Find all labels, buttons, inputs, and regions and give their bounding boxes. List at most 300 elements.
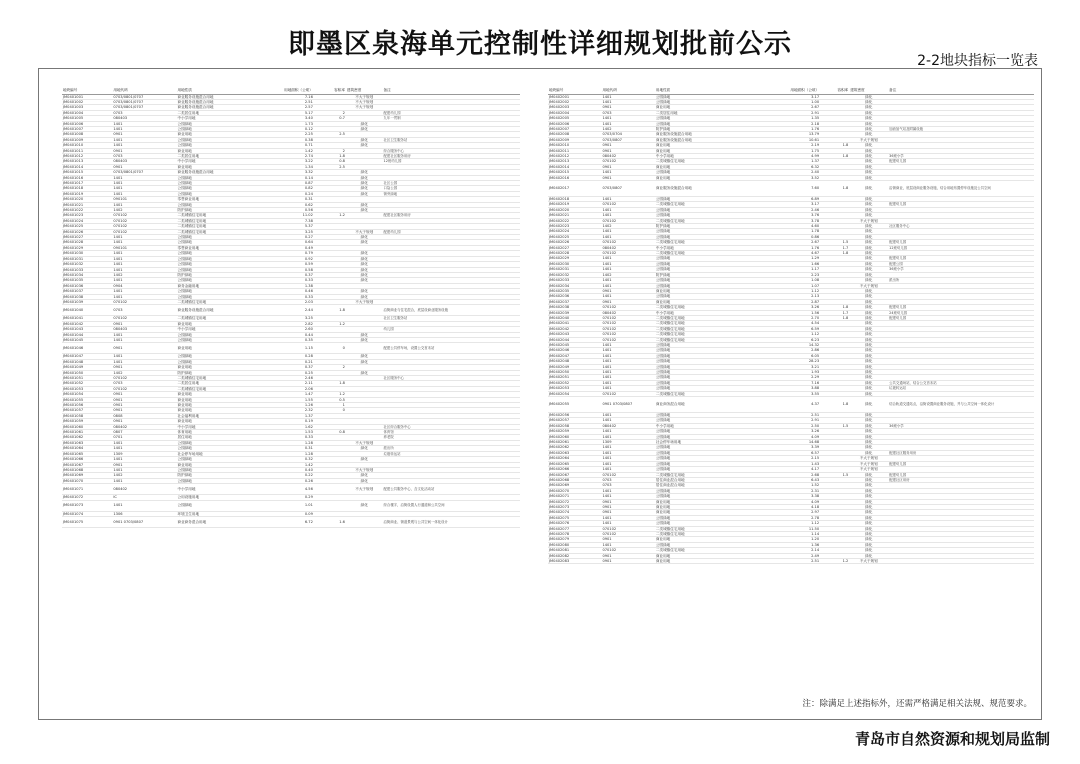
table-cell: 1401	[601, 456, 654, 461]
table-cell: 商业商务混合用地	[176, 516, 268, 527]
table-cell: 绿化	[849, 294, 888, 299]
table-cell: 二类城镇住宅用地	[655, 326, 757, 331]
table-cell: 不大于规划	[849, 283, 888, 288]
table-cell: JM0401072	[62, 495, 112, 500]
table-cell	[346, 343, 383, 354]
table-cell: 公园绿地	[655, 213, 757, 218]
table-cell: JM0402026	[548, 240, 601, 245]
table-cell: 绿化	[849, 234, 888, 239]
table-cell: 0.64	[268, 240, 314, 245]
table-cell: 2.14	[757, 548, 820, 553]
table-cell: 绿化	[849, 245, 888, 250]
table-cell: 1401	[601, 461, 654, 466]
table-cell: 绿化	[346, 473, 383, 478]
table-cell: 1401	[601, 359, 654, 364]
table-cell: 公园绿地	[176, 289, 268, 294]
table-cell: 0.14	[268, 175, 314, 180]
table-cell: 中小学用地	[176, 327, 268, 332]
table-cell: JM0402075	[548, 515, 601, 520]
table-cell: 1.28	[268, 440, 314, 445]
table-cell: 绿化	[346, 235, 383, 240]
table-cell: 1402	[601, 224, 654, 229]
table-cell: 二类城镇住宅用地	[655, 548, 757, 553]
table-cell: 1.42	[268, 462, 314, 467]
table-cell: 公园绿地	[655, 353, 757, 358]
table-cell: 不大于规划	[849, 467, 888, 472]
table-cell: 1.2	[820, 559, 849, 564]
table-cell: 2.57	[268, 105, 314, 110]
table-cell: JM0401020	[62, 197, 112, 202]
table-cell: 绿化	[849, 483, 888, 488]
table-cell: 1401	[112, 294, 176, 299]
table-cell: 4.09	[757, 434, 820, 439]
table-cell: 0901	[601, 510, 654, 515]
table-cell: 1401	[112, 251, 176, 256]
table-cell: 1.08	[757, 278, 820, 283]
table-cell: 口袋公园	[383, 186, 520, 191]
table-cell: 1.37	[268, 413, 314, 418]
table-cell: 1.35	[757, 116, 820, 121]
table-cell: 不大于规划	[346, 229, 383, 234]
table-cell: JM0401051	[62, 376, 112, 381]
table-cell: 公园绿地	[655, 386, 757, 391]
table-cell: 0.22	[268, 473, 314, 478]
table-cell: 配建公园	[888, 261, 1034, 266]
table-cell: 绿化	[849, 213, 888, 218]
table-cell: 1401	[112, 289, 176, 294]
table-cell: 公园绿地	[655, 515, 757, 520]
table-cell: JM0401004	[62, 110, 112, 115]
table-cell: 080402	[601, 310, 654, 315]
table-cell: 1.8	[314, 381, 346, 386]
table-cell: 商业用地	[176, 164, 268, 169]
table-cell: 配建幼儿园	[888, 240, 1034, 245]
table-cell: 配建社区用房	[888, 477, 1034, 482]
table-cell: 1401	[601, 434, 654, 439]
table-cell: 2.5	[314, 132, 346, 137]
table-cell: JM0401005	[62, 116, 112, 121]
table-cell: 绿化	[346, 126, 383, 131]
table-cell: 不大于规划	[849, 218, 888, 223]
table-cell: 0901 0703/0807	[112, 516, 176, 527]
table-cell: 绿化	[849, 337, 888, 342]
table-cell: 绿化	[849, 553, 888, 558]
column-header: 用地代码	[112, 86, 176, 94]
table-cell: 绿化	[849, 342, 888, 347]
table-cell: 公园绿地	[655, 294, 757, 299]
table-cell: 0.8	[314, 159, 346, 164]
table-cell: JM0401022	[62, 208, 112, 213]
table-cell: 绿化	[849, 143, 888, 148]
table-cell: 1.5	[820, 423, 849, 428]
table-cell: JM0401075	[62, 516, 112, 527]
table-cell: 2.23	[757, 272, 820, 277]
table-cell: 1.66	[757, 261, 820, 266]
table-cell: 1.38	[268, 283, 314, 288]
table-cell: 配建社区服务用房	[888, 450, 1034, 455]
table-cell: 0901	[601, 299, 654, 304]
table-cell: 二类居住用地	[176, 110, 268, 115]
table-cell: 2.18	[757, 121, 820, 126]
table-cell: 绿化	[849, 153, 888, 158]
table-cell: 2	[314, 148, 346, 153]
table-cell: 商业用地	[655, 175, 757, 180]
table-cell: 二类城镇住宅用地	[655, 531, 757, 536]
table-cell: JM0402014	[548, 164, 601, 169]
table-cell: 公园绿地	[176, 251, 268, 256]
table-cell: 0901	[601, 537, 654, 542]
table-cell: 3.25	[268, 316, 314, 321]
table-cell: JM0402021	[548, 213, 601, 218]
table-cell: 沿街商业，底层设商业服务设施，结合用地布置停车设施及公共空间	[888, 181, 1034, 197]
table-cell: 0.40	[268, 467, 314, 472]
table-cell: 商业服务设施混合用地	[176, 99, 268, 104]
table-cell: 1401	[112, 175, 176, 180]
table-cell: 0.79	[268, 251, 314, 256]
table-cell: 4.99	[757, 153, 820, 158]
table-cell: 商业用地	[176, 148, 268, 153]
table-cell: 3.39	[757, 445, 820, 450]
table-cell: 绿化	[346, 256, 383, 261]
table-cell: 公园绿地	[655, 429, 757, 434]
table-cell: 绿化	[346, 332, 383, 337]
table-cell: JM0402037	[548, 299, 601, 304]
table-cell: JM0402061	[548, 440, 601, 445]
table-cell: 070102	[112, 299, 176, 304]
table-cell	[314, 484, 346, 495]
table-cell: 3.38	[757, 494, 820, 499]
table-cell: JM0402035	[548, 288, 601, 293]
table-cell: 防护绿地	[176, 473, 268, 478]
table-cell: 不大于规划	[346, 467, 383, 472]
table-cell: JM0402067	[548, 472, 601, 477]
table-cell: JM0401043	[62, 327, 112, 332]
table-cell: 2.11	[268, 381, 314, 386]
table-cell: 配建社区服务用房	[383, 153, 520, 158]
table-cell: 绿化	[849, 94, 888, 99]
table-cell: 1402	[112, 272, 176, 277]
table-cell: 1.73	[268, 121, 314, 126]
table-cell: 0901	[601, 164, 654, 169]
table-cell: 7.16	[268, 94, 314, 99]
table-cell: 1401	[112, 202, 176, 207]
table-cell: 商业用地	[655, 499, 757, 504]
table-cell: 070102	[601, 218, 654, 223]
table-cell: 防护绿地	[176, 208, 268, 213]
table-cell: JM0402040	[548, 315, 601, 320]
table-cell: 公园绿地	[655, 413, 757, 418]
table-cell: 绿化	[849, 494, 888, 499]
table-cell: 绿化	[346, 446, 383, 451]
table-cell: 商业服务设施混合用地	[176, 105, 268, 110]
table-cell: 绿化	[346, 240, 383, 245]
table-cell: 1.36	[757, 542, 820, 547]
table-cell: JM0402064	[548, 456, 601, 461]
table-cell: 公园绿地	[176, 262, 268, 267]
table-cell: 1401	[601, 207, 654, 212]
table-cell: 1401	[112, 143, 176, 148]
table-cell: 商业商务混合用地	[655, 397, 757, 413]
table-cell: 0901	[112, 462, 176, 467]
table-cell: JM0402045	[548, 342, 601, 347]
table-cell: 080402	[112, 424, 176, 429]
table-cell: 0.56	[268, 208, 314, 213]
table-cell: 公园绿地	[176, 191, 268, 196]
table-cell: 2.31	[757, 488, 820, 493]
table-cell: JM0402052	[548, 380, 601, 385]
table-cell: 配建幼儿园	[888, 461, 1034, 466]
table-cell: 1401	[112, 126, 176, 131]
table-cell: 绿化	[849, 126, 888, 131]
table-cell: 公园绿地	[655, 450, 757, 455]
table-cell: 1401	[601, 445, 654, 450]
table-cell: 配建公共服务中心，含文化活动站	[383, 484, 520, 495]
table-cell: 绿化	[849, 288, 888, 293]
table-cell: 0901	[601, 105, 654, 110]
table-cell: 1.42	[268, 148, 314, 153]
table-cell: 防护绿地	[176, 272, 268, 277]
table-cell: 0901	[112, 397, 176, 402]
table-cell: JM0401053	[62, 386, 112, 391]
table-cell: 防护绿地	[655, 224, 757, 229]
table-cell: JM0402054	[548, 391, 601, 396]
table-cell: 070102	[601, 526, 654, 531]
table-cell: 1.01	[268, 500, 314, 511]
table-cell: 080402	[601, 153, 654, 158]
table-cell: 1401	[112, 256, 176, 261]
table-cell: 0703	[601, 483, 654, 488]
table-cell: 0.27	[268, 235, 314, 240]
table-cell: 1402	[601, 126, 654, 131]
table-cell: 070102	[601, 391, 654, 396]
table-cell: 绿化	[849, 515, 888, 520]
table-cell: 绿化	[849, 434, 888, 439]
table-cell: 2.91	[757, 418, 820, 423]
table-cell: 绿化	[849, 181, 888, 197]
column-header: 用地面积（公顷）	[757, 86, 820, 94]
table-cell: 1401	[112, 137, 176, 142]
table-cell: 0703/0807	[601, 137, 654, 142]
table-cell: 商业用地	[176, 403, 268, 408]
table-cell: JM0402079	[548, 537, 601, 542]
table-cell: 0.58	[268, 267, 314, 272]
table-cell: JM0401017	[62, 181, 112, 186]
table-cell: 绿化	[849, 359, 888, 364]
table-cell: 1401	[601, 348, 654, 353]
table-cell: 配建幼儿园	[888, 472, 1034, 477]
table-cell: 2.46	[268, 376, 314, 381]
table-cell: 2.74	[268, 153, 314, 158]
table-cell: JM0402008	[548, 132, 601, 137]
table-cell: 14.68	[757, 440, 820, 445]
table-cell: 商业服务设施混合用地	[655, 137, 757, 142]
table-cell: 36班小学	[888, 423, 1034, 428]
table-cell: 1401	[112, 446, 176, 451]
table-cell: 2	[314, 110, 346, 115]
table-cell: JM0401019	[62, 191, 112, 196]
table-cell: JM0401061	[62, 430, 112, 435]
table-cell: 公园绿地	[655, 375, 757, 380]
table-cell: 1401	[112, 240, 176, 245]
table-cell: 绿化	[849, 397, 888, 413]
table-cell: 二类居住用地	[176, 153, 268, 158]
table-cell: 绿化	[849, 105, 888, 110]
table-cell: JM0402083	[548, 559, 601, 564]
table-cell: JM0401063	[62, 440, 112, 445]
table-cell: JM0402046	[548, 348, 601, 353]
table-cell: 0.59	[268, 262, 314, 267]
table-cell: 2.51	[757, 559, 820, 564]
table-cell: JM0402019	[548, 202, 601, 207]
table-cell: 二类城镇住宅用地	[655, 159, 757, 164]
table-cell: 1.2	[314, 213, 346, 218]
table-cell: 社区服务中心	[383, 376, 520, 381]
table-cell: 1.8	[820, 143, 849, 148]
table-cell: 1401	[601, 229, 654, 234]
table-cell: JM0401027	[62, 235, 112, 240]
table-cell: 1401	[601, 429, 654, 434]
table-cell: JM0402031	[548, 267, 601, 272]
table-cell: JM0401059	[62, 419, 112, 424]
table-cell: 0901	[601, 504, 654, 509]
table-cell: 080403	[112, 116, 176, 121]
table-cell: 绿化	[346, 337, 383, 342]
table-cell: 绿化	[849, 202, 888, 207]
table-cell: JM0401064	[62, 446, 112, 451]
table-cell: 1.62	[268, 424, 314, 429]
table-cell: JM0402065	[548, 461, 601, 466]
table-cell: 绿化	[849, 440, 888, 445]
table-cell: 公园绿地	[655, 488, 757, 493]
table-cell: 2.46	[757, 207, 820, 212]
table-cell: 070102	[601, 548, 654, 553]
table-cell: 0.25	[268, 370, 314, 375]
table-cell: 1401	[601, 418, 654, 423]
table-cell: 公园绿地	[176, 354, 268, 359]
table-cell: 0.28	[268, 354, 314, 359]
table-cell: JM0401069	[62, 473, 112, 478]
table-cell: JM0401028	[62, 240, 112, 245]
table-cell: 1401	[601, 521, 654, 526]
table-cell: JM0401011	[62, 148, 112, 153]
table-cell: 绿化	[346, 175, 383, 180]
table-cell: 090101	[112, 245, 176, 250]
table-cell: 绿化	[849, 526, 888, 531]
table-cell: 社会停车场用地	[655, 440, 757, 445]
table-cell: 4.60	[757, 224, 820, 229]
table-cell: 绿化	[849, 510, 888, 515]
table-cell: JM0401041	[62, 316, 112, 321]
table-cell: JM0402007	[548, 126, 601, 131]
table-cell: 070102	[112, 229, 176, 234]
table-cell: 1.28	[268, 451, 314, 456]
table-cell: 12班幼儿园	[383, 159, 520, 164]
table-cell: 0	[314, 408, 346, 413]
table-cell: 090101	[112, 197, 176, 202]
table-cell: 2.5	[314, 164, 346, 169]
table-cell: 3.22	[268, 159, 314, 164]
table-cell: 2.67	[757, 240, 820, 245]
column-header: 地块编号	[548, 86, 601, 94]
table-cell: IC	[112, 495, 176, 500]
table-cell: 070102	[601, 472, 654, 477]
table-cell: JM0402001	[548, 94, 601, 99]
table-cell: 二类城镇住宅用地	[655, 472, 757, 477]
table-cell: 商业服务设施混合用地	[176, 170, 268, 175]
table-cell: JM0401070	[62, 478, 112, 483]
table-cell: 二类城镇住宅用地	[176, 386, 268, 391]
table-cell: 公园绿地	[655, 467, 757, 472]
table-cell: 二类城镇住宅用地	[655, 315, 757, 320]
table-cell: 配建幼儿园	[888, 159, 1034, 164]
table-cell: 0901	[112, 164, 176, 169]
table-cell: 0.87	[268, 181, 314, 186]
table-cell: 公园绿地	[176, 332, 268, 337]
table-cell: JM0402049	[548, 364, 601, 369]
table-cell: 1	[314, 403, 346, 408]
right-indicator-table	[548, 86, 1034, 698]
table-cell: 5.17	[268, 110, 314, 115]
table-cell: 0.09	[268, 511, 314, 516]
table-cell: 1401	[601, 234, 654, 239]
table-cell: 070102	[601, 240, 654, 245]
table-cell: 公园绿地	[176, 121, 268, 126]
table-cell: 防护绿地	[176, 370, 268, 375]
table-cell: JM0402051	[548, 375, 601, 380]
table-cell: 二类城镇住宅用地	[655, 251, 757, 256]
table-cell: 绿化	[346, 137, 383, 142]
table-cell: 0.37	[268, 272, 314, 277]
table-cell: JM0402036	[548, 294, 601, 299]
table-cell: JM0402041	[548, 321, 601, 326]
table-cell: 0703	[112, 381, 176, 386]
table-cell: 公园绿地	[655, 234, 757, 239]
table-cell: 1401	[601, 121, 654, 126]
table-cell: 结合轨道交通站点，沿街设置商业服务设施，并与公共空间一体化设计	[888, 397, 1034, 413]
table-cell: 体育用地	[176, 430, 268, 435]
table-cell: 2.06	[268, 386, 314, 391]
table-cell: 0703	[601, 110, 654, 115]
table-cell: 绿化	[346, 208, 383, 213]
table-cell: JM0401038	[62, 294, 112, 299]
table-cell: 二类城镇住宅用地	[176, 299, 268, 304]
table-cell: JM0401026	[62, 229, 112, 234]
table-cell: 零售商业用地	[176, 245, 268, 250]
table-cell: JM0402029	[548, 256, 601, 261]
column-header: 备注	[383, 86, 520, 94]
table-cell: 不大于规划	[849, 137, 888, 142]
table-cell: 0901	[601, 499, 654, 504]
table-cell: JM0402006	[548, 121, 601, 126]
table-cell: 4.17	[757, 467, 820, 472]
table-cell: 配建幼儿园	[888, 202, 1034, 207]
table-cell: 中小学用地	[176, 159, 268, 164]
table-row	[62, 343, 520, 354]
table-cell: 配建幼儿园	[888, 305, 1034, 310]
table-cell: JM0402003	[548, 105, 601, 110]
table-cell: 4.67	[757, 251, 820, 256]
table-cell: 公园绿地	[655, 348, 757, 353]
table-cell: 1401	[112, 267, 176, 272]
table-cell: 6.43	[757, 477, 820, 482]
table-cell: 公园绿地	[655, 99, 757, 104]
table-cell: 0901	[112, 392, 176, 397]
table-cell: 0.62	[268, 202, 314, 207]
table-cell: 0.33	[268, 294, 314, 299]
table-cell: JM0401058	[62, 413, 112, 418]
table-cell: 0.33	[268, 435, 314, 440]
table-cell: 商业服务设施混合用地	[655, 132, 757, 137]
